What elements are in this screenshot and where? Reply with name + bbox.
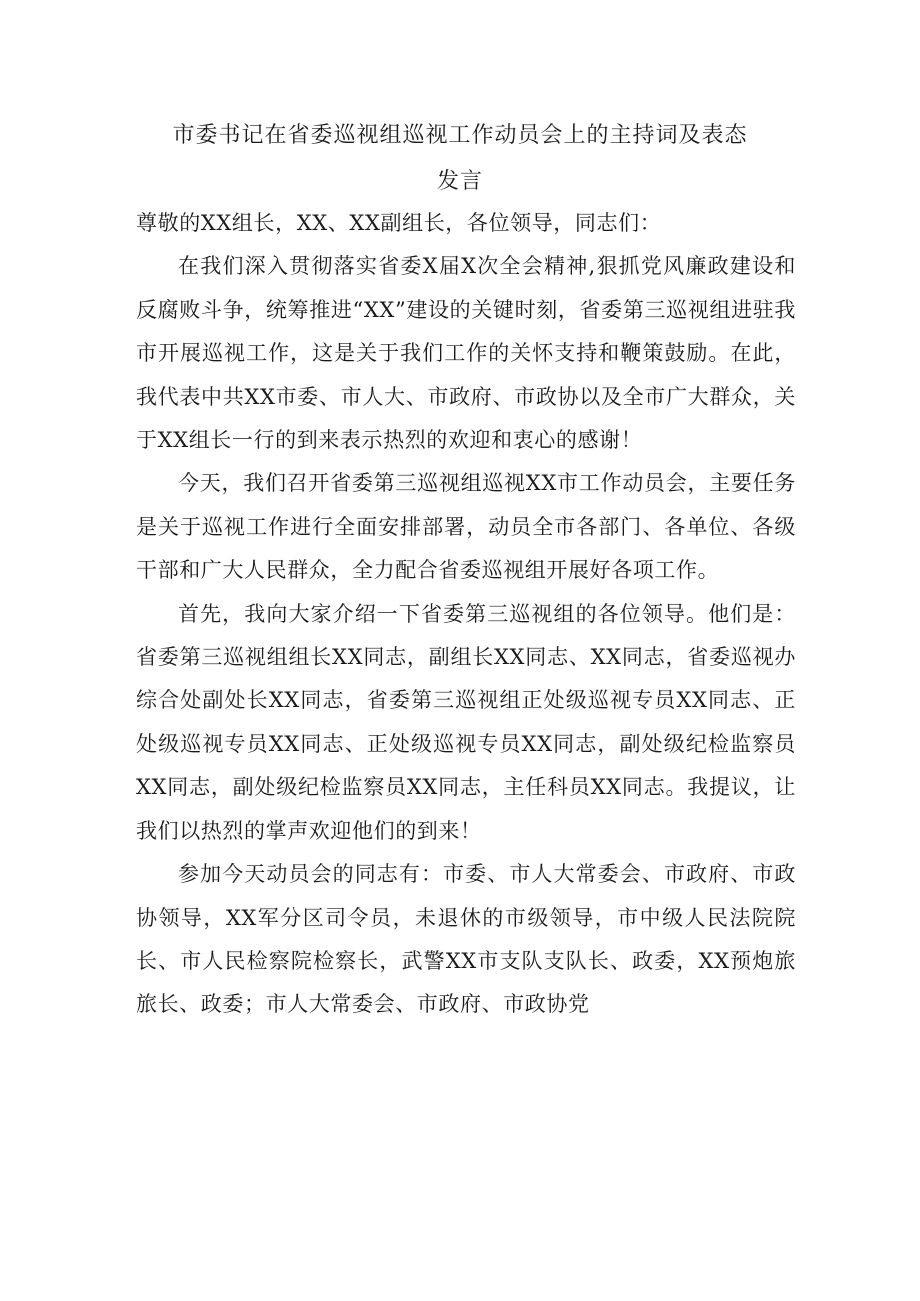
document-body — [136, 202, 796, 1027]
document-title-line-2: 发言 — [436, 169, 483, 194]
paragraph-attendees: 参加今天动员会的同志有：市委、市人大常委会、市政府、市政协领导，XX军分区司令员，未退休的市级领导，市中级人民法院院长、市人民检察院检察长，武警XX市支队支队长、政委，XX预炮旅旅长、政委；市人大常委会、市政府、市政协党 — [136, 862, 796, 1017]
paragraph-meeting-purpose: 今天，我们召开省委第三巡视组巡视XX市工作动员会，主要任务是关于巡视工作进行全面安排部署，动员全市各部门、各单位、各级干部和广大人民群众，全力配合省委巡视组开展好各项工作。 — [136, 471, 796, 583]
paragraph-welcome: 在我们深入贯彻落实省委X届X次全会精神,狠抓党风廉政建设和反腐败斗争，统筹推进“XX”建设的关键时刻，省委第三巡视组进驻我市开展巡视工作，这是关于我们工作的关怀支持和鞭策鼓励。在此，我代表中共XX市委、市人大、市政府、市政协以及全市广大群众，关于XX组长一行的到来表示热烈的欢迎和衷心的感谢！ — [136, 254, 796, 453]
paragraph-introductions: 首先，我向大家介绍一下省委第三巡视组的各位领导。他们是：省委第三巡视组组长XX同志，副组长XX同志、XX同志，省委巡视办综合处副处长XX同志，省委第三巡视组正处级巡视专员XX同志、正处级巡视专员XX同志、正处级巡视专员XX同志，副处级纪检监察员XX同志，副处级纪检监察员XX同志，主任科员XX同志。我提议，让我们以热烈的掌声欢迎他们的到来！ — [136, 601, 796, 843]
document-title-line-1: 市委书记在省委巡视组巡视工作动员会上的主持词及表态 — [172, 123, 748, 148]
salutation: 尊敬的XX组长，XX、XX副组长，各位领导，同志们： — [136, 211, 662, 235]
